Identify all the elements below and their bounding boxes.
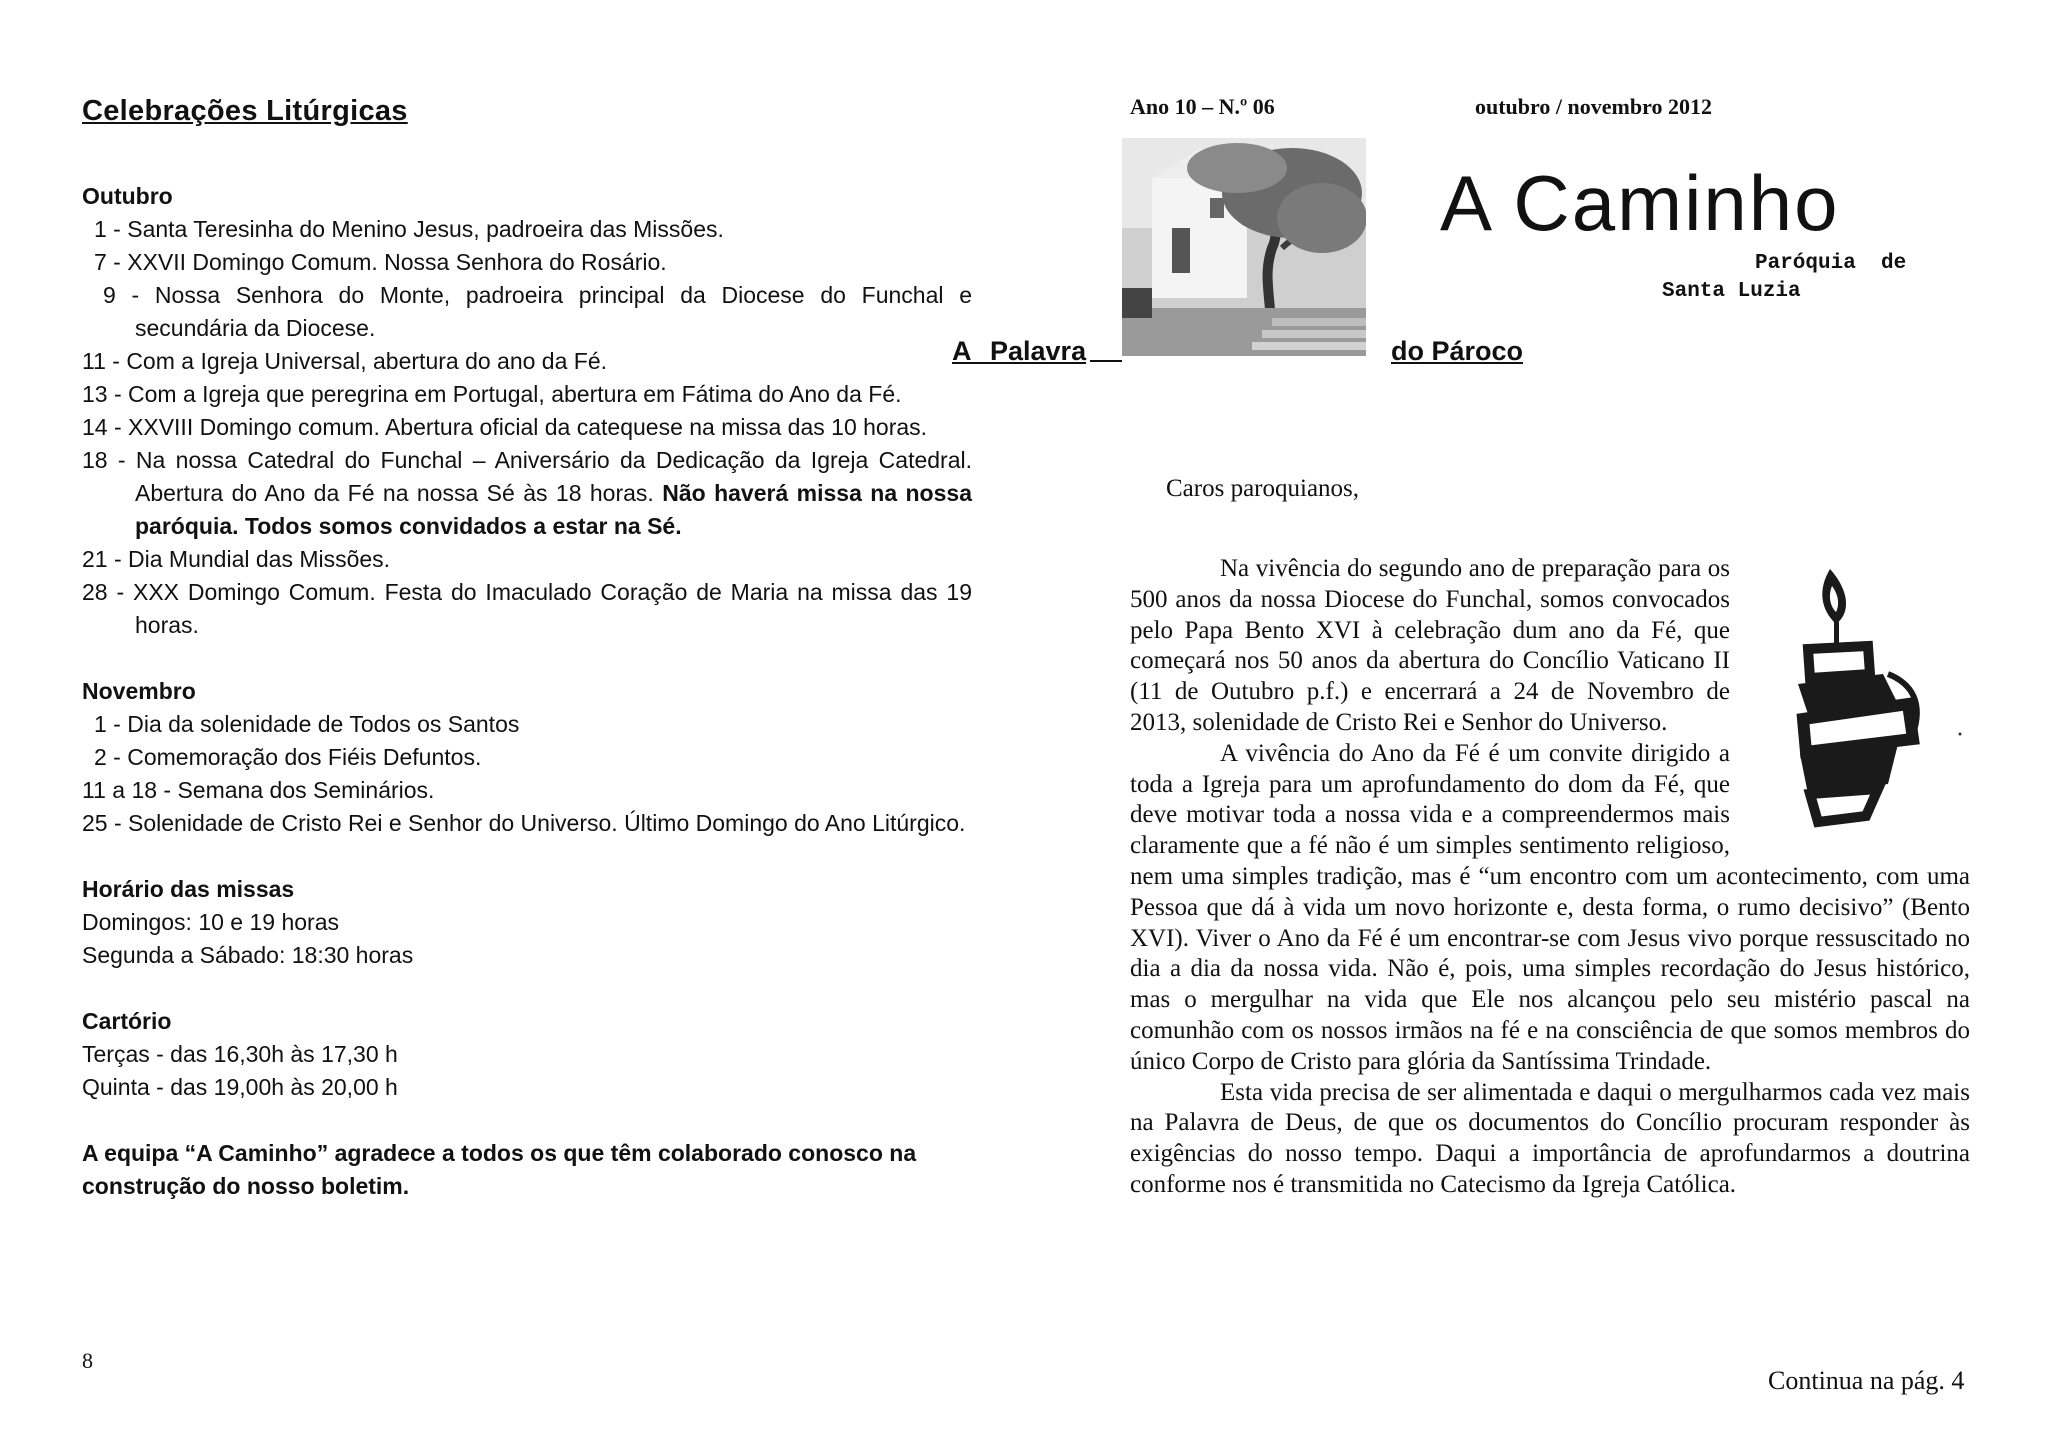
november-list	[82, 708, 972, 840]
continued-note: Continua na pág. 4	[1768, 1366, 1965, 1395]
list-item: 7 - XXVII Domingo Comum. Nossa Senhora do Rosário.	[94, 249, 667, 275]
article-paragraph: Esta vida precisa de ser alimentada e daqui o mergulharmos cada vez mais na Palavra de Deus, de que os documentos do Concílio procuram responder às exigências do nosso tempo. Daqui a importância de aprofundarmos a doutrina conforme nos é transmitida no Catecismo da Igreja Católica.	[1130, 1078, 1970, 1198]
parish-name: Santa Luzia	[1662, 280, 1801, 303]
office-heading: Cartório	[82, 1008, 172, 1034]
issue-date: outubro / novembro 2012	[1475, 94, 1712, 119]
list-item: 13 - Com a Igreja que peregrina em Portugal, abertura em Fátima do Ano da Fé.	[82, 381, 902, 407]
list-item: 1 - Dia da solenidade de Todos os Santos	[94, 711, 520, 737]
list-item-bold-note: Não haverá missa na nossa paróquia. Todos somos convidados a estar na Sé.	[135, 480, 972, 539]
list-item: 11 - Com a Igreja Universal, abertura do ano da Fé.	[82, 348, 608, 374]
heading-underline	[1090, 360, 1122, 362]
list-item: 21 - Dia Mundial das Missões.	[82, 546, 391, 572]
article-heading-left: A Palavra	[952, 336, 1087, 366]
list-item: 2 - Comemoração dos Fiéis Defuntos.	[94, 744, 482, 770]
october-heading: Outubro	[82, 183, 173, 209]
thanks-note: A equipa “A Caminho” agradece a todos os que têm colaborado conosco na construção do nosso boletim.	[82, 1140, 917, 1199]
list-item: 11 a 18 - Semana dos Seminários.	[82, 777, 435, 803]
october-list	[82, 213, 972, 642]
left-page	[82, 95, 972, 1203]
article-heading-right: do Pároco	[1391, 336, 1524, 366]
mass-sundays: Domingos: 10 e 19 horas	[82, 909, 339, 935]
list-item: 28 - XXX Domingo Comum. Festa do Imaculado Coração de Maria na missa das 19 horas.	[82, 579, 972, 638]
office-thursday: Quinta - das 19,00h às 20,00 h	[82, 1074, 398, 1100]
church-photo	[1122, 138, 1366, 356]
list-item-text: 18 - Na nossa Catedral do Funchal – Aniversário da Dedicação da Igreja Catedral. Abertura do Ano da Fé na nossa Sé às 18 horas.	[82, 447, 972, 506]
greeting: Caros paroquianos,	[1166, 475, 1360, 502]
page-number: 8	[82, 1348, 93, 1373]
mass-heading: Horário das missas	[82, 876, 295, 902]
list-item: 9 - Nossa Senhora do Monte, padroeira principal da Diocese do Funchal e secundária da Diocese.	[103, 282, 972, 341]
november-heading: Novembro	[82, 678, 196, 704]
article-paragraph: A vivência do Ano da Fé é um convite dirigido a toda a Igreja para um aprofundamento do dom da Fé, que deve motivar toda a nossa vida e a compreendermos mais claramente que a fé não é um simples sentimento religioso, nem uma simples tradição, mas é “um encontro com um acontecimento, com uma Pessoa que dá à vida um novo horizonte e, desta forma, o rumo decisivo” (Bento XVI). Viver o Ano da Fé é um encontrar-se com Jesus vivo porque ressuscitado no dia a dia da nossa vida. Não é, pois, uma simples recordação do Jesus histórico, mas o mergulhar na vida que Ele nos alcançou pelo seu mistério pascal na comunhão com os nossos irmãos na fé e na consciência de que somos membros do único Corpo de Cristo para glória da Santíssima Trindade.	[1130, 739, 1970, 1075]
candle-illustration	[1748, 554, 1970, 844]
parish-label: Paróquia de	[1755, 252, 1907, 275]
list-item	[82, 444, 972, 543]
office-tuesday: Terças - das 16,30h às 17,30 h	[82, 1041, 398, 1067]
issue-number: Ano 10 – N.º 06	[1130, 94, 1275, 119]
article-paragraph: Na vivência do segundo ano de preparação para os 500 anos da nossa Diocese do Funchal, somos convocados pelo Papa Bento XVI à celebração dum ano da Fé, que começará nos 50 anos da abertura do Concílio Vaticano II (11 de Outubro p.f.) e encerrará a 24 de Novembro de 2013, solenidade de Cristo Rei e Senhor do Universo.	[1130, 555, 1730, 736]
list-item: 14 - XXVIII Domingo comum. Abertura oficial da catequese na missa das 10 horas.	[82, 414, 928, 440]
newsletter-title: A Caminho	[1440, 159, 1840, 247]
article-body	[1130, 554, 1970, 1201]
mass-weekdays: Segunda a Sábado: 18:30 horas	[82, 942, 414, 968]
section-title: Celebrações Litúrgicas	[82, 95, 408, 127]
list-item: 25 - Solenidade de Cristo Rei e Senhor do Universo. Último Domingo do Ano Litúrgico.	[82, 810, 966, 836]
list-item: 1 - Santa Teresinha do Menino Jesus, padroeira das Missões.	[94, 216, 724, 242]
